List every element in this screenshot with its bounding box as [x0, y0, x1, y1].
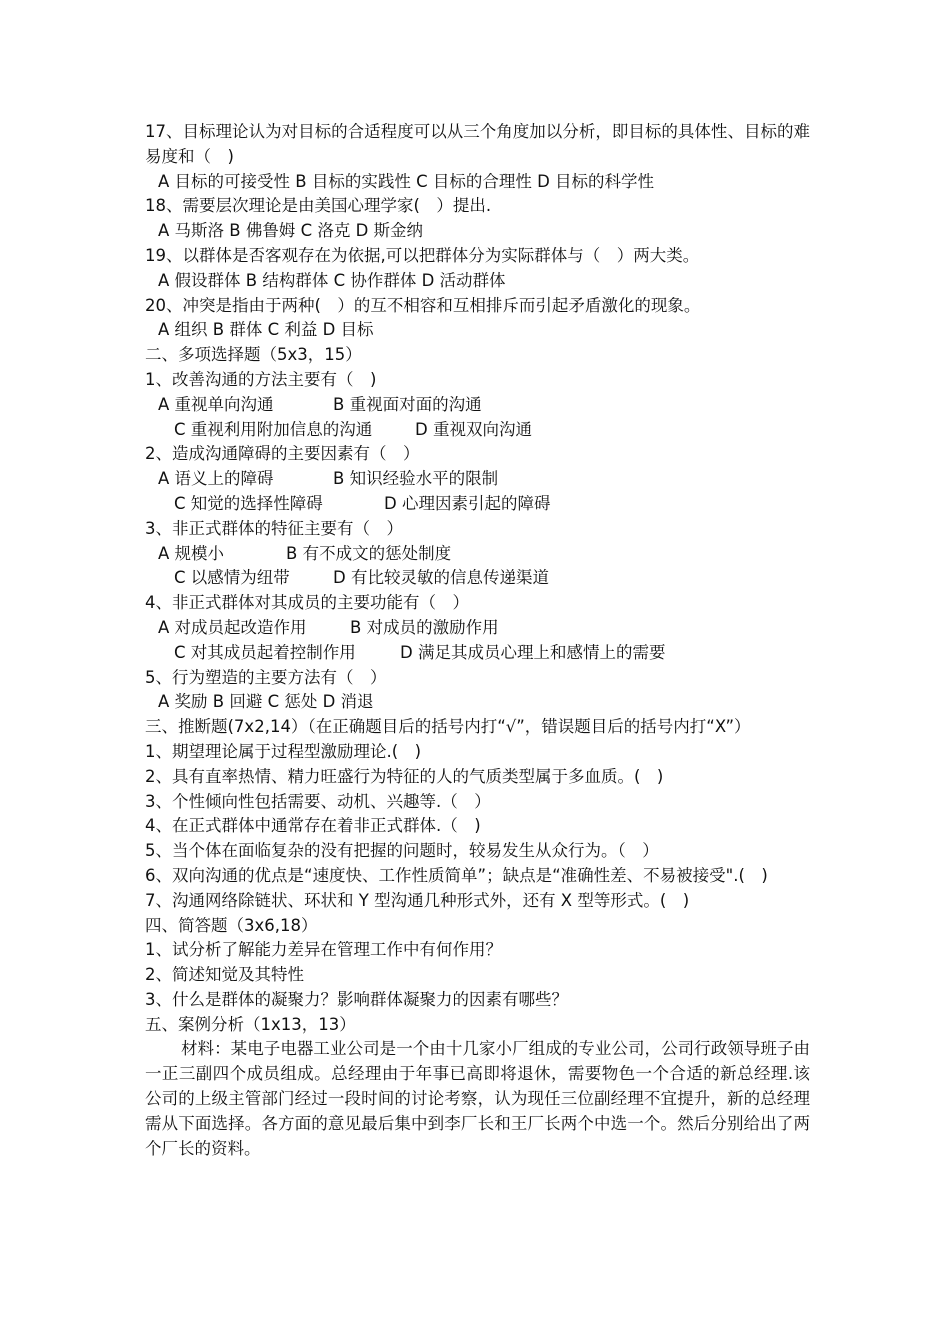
judge-2: 2、具有直率热情、精力旺盛行为特征的人的气质类型属于多血质。( ): [145, 766, 664, 786]
question-17-options: A 目标的可接受性 B 目标的实践性 C 目标的合理性 D 目标的科学性: [158, 171, 655, 191]
mc-4-option-c: C 对其成员起着控制作用: [174, 642, 356, 662]
mc-1-stem: 1、改善沟通的方法主要有（ ): [145, 369, 377, 389]
mc-1-option-b: B 重视面对面的沟通: [333, 394, 482, 414]
mc-4-option-a: A 对成员起改造作用: [158, 617, 307, 637]
judge-3: 3、个性倾向性包括需要、动机、兴趣等.（ ）: [145, 791, 491, 811]
mc-3-options-cd: [145, 566, 810, 591]
mc-5-stem: 5、行为塑造的主要方法有（ ）: [145, 667, 387, 687]
document-page: [145, 120, 810, 1161]
question-18-options: A 马斯洛 B 佛鲁姆 C 洛克 D 斯金纳: [158, 221, 424, 241]
section-2-title: 二、多项选择题（5x3，15）: [145, 345, 362, 365]
judge-1: 1、期望理论属于过程型激励理论.( ): [145, 741, 422, 761]
question-19-options: A 假设群体 B 结构群体 C 协作群体 D 活动群体: [158, 270, 506, 290]
judge-7: 7、沟通网络除链状、环状和 Y 型沟通几种形式外，还有 X 型等形式。( ): [145, 890, 690, 910]
mc-4-stem: 4、非正式群体对其成员的主要功能有（ ）: [145, 593, 469, 613]
section-4-title: 四、简答题（3x6,18）: [145, 915, 318, 935]
question-18-stem: 18、需要层次理论是由美国心理学家( ）提出.: [145, 196, 492, 216]
mc-2-options-ab: [145, 467, 810, 492]
mc-2-option-b: B 知识经验水平的限制: [333, 469, 499, 489]
short-answer-3: 3、什么是群体的凝聚力？影响群体凝聚力的因素有哪些？: [145, 989, 568, 1009]
mc-2-options-cd: [145, 492, 810, 517]
mc-2-option-a: A 语义上的障碍: [158, 469, 274, 489]
judge-4: 4、在正式群体中通常存在着非正式群体.（ ): [145, 816, 481, 836]
mc-3-option-c: C 以感情为纽带: [174, 568, 290, 588]
judge-5: 5、当个体在面临复杂的没有把握的问题时，较易发生从众行为。（ ）: [145, 841, 659, 861]
short-answer-2: 2、简述知觉及其特性: [145, 965, 304, 985]
question-20-stem: 20、冲突是指由于两种( ）的互不相容和互相排斥而引起矛盾激化的现象。: [145, 295, 701, 315]
short-answer-1: 1、试分析了解能力差异在管理工作中有何作用？: [145, 940, 502, 960]
mc-3-option-a: A 规模小: [158, 543, 225, 563]
mc-1-options-ab: [145, 393, 810, 418]
mc-3-option-d: D 有比较灵敏的信息传递渠道: [333, 568, 549, 588]
mc-2-option-c: C 知觉的选择性障碍: [174, 493, 323, 513]
mc-5-options: A 奖励 B 回避 C 惩处 D 消退: [158, 692, 374, 712]
mc-2-stem: 2、造成沟通障碍的主要因素有（ ）: [145, 444, 420, 464]
question-20-options: A 组织 B 群体 C 利益 D 目标: [158, 320, 374, 340]
mc-1-option-d: D 重视双向沟通: [415, 419, 532, 439]
mc-4-options-ab: [145, 616, 810, 641]
section-5-title: 五、案例分析（1x13，13）: [145, 1014, 356, 1034]
mc-1-option-c: C 重视利用附加信息的沟通: [174, 419, 373, 439]
mc-1-option-a: A 重视单向沟通: [158, 394, 274, 414]
judge-6: 6、双向沟通的优点是“速度快、工作性质简单”；缺点是“准确性差、不易被接受".( ): [145, 865, 768, 885]
question-17-stem: 17、目标理论认为对目标的合适程度可以从三个角度加以分析，即目标的具体性、目标的难易度和（ ): [145, 122, 810, 166]
mc-4-option-d: D 满足其成员心理上和感情上的需要: [400, 642, 666, 662]
mc-4-option-b: B 对成员的激励作用: [350, 617, 499, 637]
mc-2-option-d: D 心理因素引起的障碍: [384, 493, 551, 513]
mc-4-options-cd: [145, 641, 810, 666]
mc-3-stem: 3、非正式群体的特征主要有（ ）: [145, 518, 403, 538]
mc-3-option-b: B 有不成文的惩处制度: [286, 543, 452, 563]
case-material-paragraph: 材料：某电子电器工业公司是一个由十几家小厂组成的专业公司，公司行政领导班子由一正三副四个成员组成。总经理由于年事已高即将退休，需要物色一个合适的新总经理.该公司的上级主管部门经过一段时间的讨论考察，认为现任三位副经理不宜提升，新的总经理需从下面选择。各方面的意见最后集中到李厂长和王厂长两个中选一个。然后分别给出了两个厂长的资料。: [145, 1039, 810, 1158]
mc-1-options-cd: [145, 418, 810, 443]
section-3-title: 三、推断题(7x2,14）（在正确题目后的括号内打“√”，错误题目后的括号内打“X”）: [145, 717, 751, 737]
mc-3-options-ab: [145, 542, 810, 567]
question-19-stem: 19、以群体是否客观存在为依据,可以把群体分为实际群体与（ ）两大类。: [145, 245, 700, 265]
